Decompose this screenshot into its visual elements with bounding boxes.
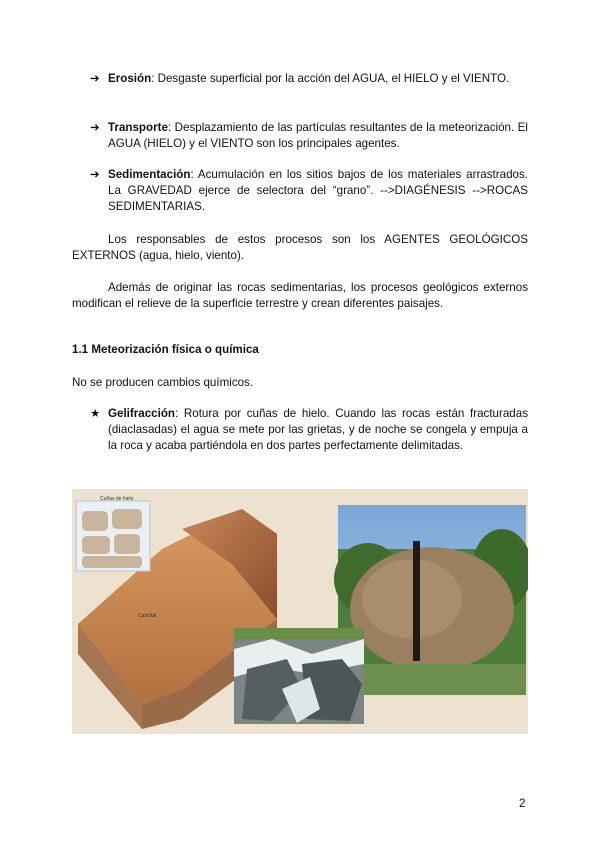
gelifraccion-figure — [72, 489, 528, 734]
bullet-text: : Acumulación en los sitios bajos de los materiales arrastrados. La GRAVEDAD ejerce de selectora del “grano”. -->DIAGÉNESIS -->ROCAS SEDIMENTARIAS. — [108, 168, 528, 213]
bullet-text: : Desplazamiento de las partículas resultantes de la meteorización. El AGUA (HIELO) y el VIENTO son los principales agentes. — [108, 121, 528, 150]
arrow-icon: ➔ — [90, 168, 100, 181]
bullet-text: : Rotura por cuñas de hielo. Cuando las rocas están fracturadas (diaclasadas) el agua se mete por las grietas, y de noche se congela y empuja a la roca y acaba partiéndola en dos partes perfectamente delimitadas. — [108, 407, 528, 452]
bullet-erosion — [90, 71, 528, 87]
bullet-transporte — [90, 120, 528, 152]
diagram-label-scree: Canchal — [138, 613, 157, 619]
bullet-term: Gelifracción — [108, 407, 176, 420]
diagram-label-ice: Cuñas de hielo — [100, 496, 134, 502]
bullet-term: Transporte — [108, 121, 168, 134]
frost-wedging-photo — [234, 628, 364, 724]
section-heading: 1.1 Meteorización física o química — [72, 343, 259, 356]
paragraph-relieve: Además de originar las rocas sedimentarias, los procesos geológicos externos modifican el relieve de la superficie terrestre y crean diferentes paisajes. — [72, 281, 528, 310]
paragraph-agentes: Los responsables de estos procesos son los AGENTES GEOLÓGICOS EXTERNOS (agua, hielo, viento). — [72, 233, 528, 262]
bullet-gelifraccion — [90, 406, 528, 454]
bullet-term: Erosión — [108, 72, 152, 85]
bullet-term: Sedimentación — [108, 168, 191, 181]
page-number: 2 — [519, 797, 526, 810]
figure-illustration — [72, 489, 528, 734]
intro-text: No se producen cambios químicos. — [72, 376, 254, 389]
arrow-icon: ➔ — [90, 121, 100, 134]
arrow-icon: ➔ — [90, 72, 100, 85]
star-icon: ★ — [90, 407, 101, 420]
bullet-sedimentacion — [90, 167, 528, 215]
bullet-text: : Desgaste superficial por la acción del AGUA, el HIELO y el VIENTO. — [151, 72, 510, 85]
